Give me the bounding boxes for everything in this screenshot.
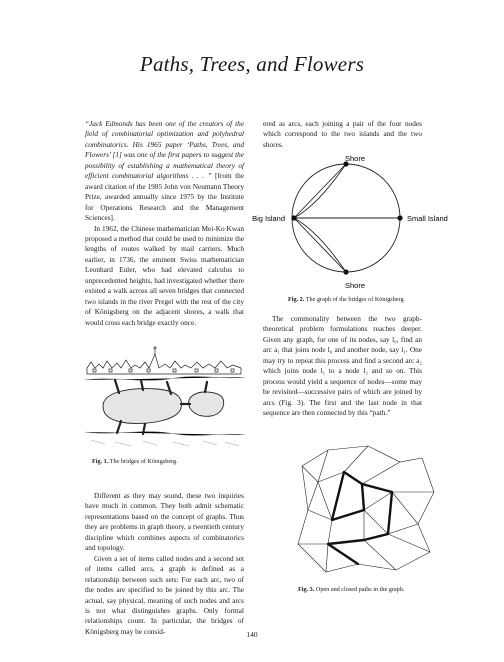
small-island-shape [189, 392, 224, 416]
continued-paragraph: ered as arcs, each joining a pair of the four nodes which correspond to the two islands and the two shores. [263, 119, 422, 149]
commonality-intro-paragraph: Different as they may sound, these two inquiries have much in common. They both admit schematic representations based on the concept of graphs. Thus they are problems in graph theory, a twentieth century discipline which combines aspects of combinatorics and topology. [85, 491, 244, 553]
fig3-caption [298, 586, 404, 594]
shore-bottom-label: Shore [344, 281, 366, 290]
fig1-caption-label: Fig. 1. [92, 458, 109, 465]
big-island-node [291, 215, 296, 220]
shore-top-label: Shore [344, 154, 366, 163]
small-island-label: Small Island [407, 214, 448, 223]
fig3-caption-label: Fig. 3. [298, 586, 315, 593]
page-number: 140 [246, 630, 258, 639]
intro-paragraphs [85, 119, 244, 328]
bridge-graph-figure [252, 150, 448, 290]
fig1-caption [92, 458, 178, 466]
citation-paragraph [85, 119, 244, 224]
graph-definition-paragraph: Given a set of items called nodes and a second set of items called arcs, a graph is defined as a relationship between such sets: For each arc, two of the nodes are specified to be joined by this arc. The actual, say physical, meaning of such nodes and arcs is not what distinguishes graphs. Only formal relationships count. In particular, the bridges of Königsberg may be consid- [85, 553, 244, 636]
page-title: Paths, Trees, and Flowers [139, 52, 365, 76]
path-definition-paragraph [263, 314, 422, 419]
fig2-caption-text: The graph of the bridges of Königsberg. [304, 296, 406, 303]
graph-theory-paragraphs [85, 491, 244, 637]
fig3-caption-text: Open and closed paths in the graph. [314, 586, 405, 593]
small-island-node [397, 215, 402, 220]
big-island-shape [103, 389, 182, 424]
path-definition-text: The commonality between the two graph-theoretical problem formulations reaches deeper. Given any graph, for one of its nodes, say l₀, find an arc a₁ that joins node l₀ and another node, say l₁. One may try to repeat this process and find a second arc a₂ which joins node l₁ to a node l₂ and so on. This process would yield a sequence of nodes—some may be revisited—successive pairs of which are joined by arcs (Fig. 3). The first and the last node in that sequence are then connected by this “path.” [263, 314, 422, 418]
fig2-caption-label: Fig. 2. [288, 296, 305, 303]
highlighted-closed-path [332, 472, 364, 520]
shore-bottom-node [343, 269, 348, 274]
open-closed-paths-figure [288, 440, 438, 580]
fig1-caption-text: The bridges of Königsberg. [108, 458, 178, 465]
fig2-caption [288, 296, 405, 304]
koenigsberg-bridges-figure [85, 340, 245, 452]
history-paragraph: In 1962, the Chinese mathematician Mei-Ko Kwan proposed a method that could be used to minimize the lengths of routes walked by mail carriers. Much earlier, in 1736, the eminent Swiss mathematician Leonhard Euler, who had elevated calculus to unprecedented heights, had investigated whether there existed a walk across all seven bridges that connected two islands in the river Pregel with the rest of the city of Königsberg on the adjacent shores, a walk that would cross each bridge exactly once. [85, 223, 244, 327]
citation-text: [from the award citation of the 1985 John von Neumann Theory Prize, awarded annually since 1975 by the Institute for Operations Research and the Management Sciences]. [85, 171, 245, 223]
big-island-label: Big Island [252, 214, 285, 223]
quote-text: “Jack Edmonds has been one of the creators of the field of combinatorial optimization and polyhedral combinatorics. His 1965 paper ‘Paths, Trees, and Flowers’ [1] was one of the first papers to suggest the possibility of establishing a mathematical theory of efficient combinatorial algorithms . . . ” [85, 119, 244, 181]
